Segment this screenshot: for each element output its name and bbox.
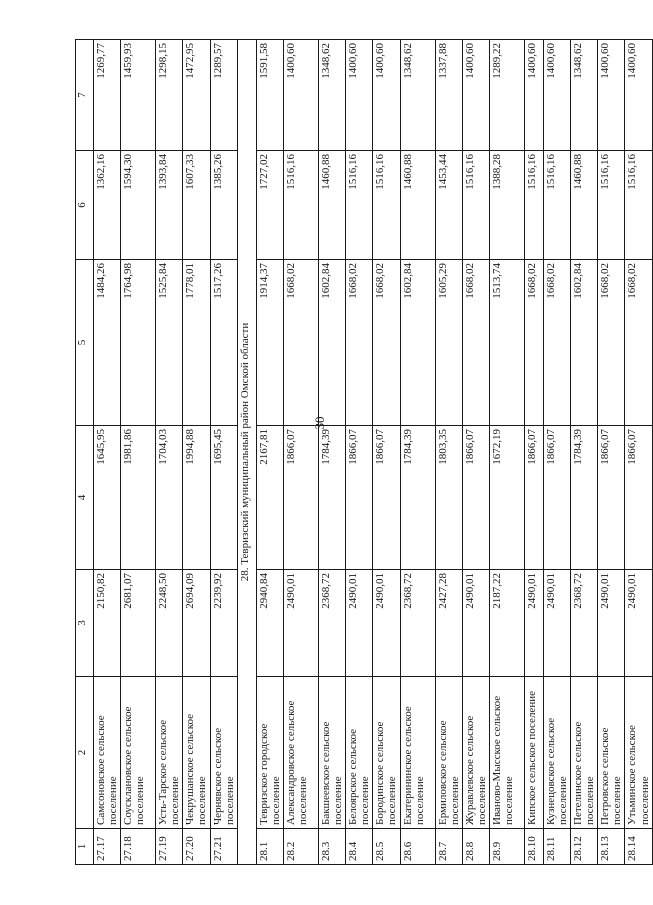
header-col-1: 1 [76, 829, 94, 865]
value-col-5-cell: 1525,84 [156, 260, 183, 426]
value-col-3-cell: 2490,01 [543, 570, 570, 677]
settlement-table [75, 39, 653, 865]
settlement-name-cell: Самсоновское сельское поселение [94, 677, 121, 829]
value-col-6-cell: 1460,88 [400, 151, 435, 260]
value-col-3-cell: 2427,28 [435, 570, 462, 677]
value-col-3-cell: 2248,50 [156, 570, 183, 677]
header-col-3: 3 [76, 570, 94, 677]
table-body-section-27 [94, 40, 238, 865]
value-col-3-cell: 2694,09 [183, 570, 210, 677]
value-col-7-cell: 1289,22 [489, 40, 524, 151]
value-col-4-cell: 1695,45 [210, 426, 237, 570]
row-number-cell: 28.3 [318, 829, 345, 865]
value-col-6-cell: 1453,44 [435, 151, 462, 260]
value-col-4-cell: 1784,39 [400, 426, 435, 570]
value-col-7-cell: 1400,60 [373, 40, 400, 151]
settlement-name-cell: Чернявское сельское поселение [210, 677, 237, 829]
value-col-6-cell: 1607,33 [183, 151, 210, 260]
value-col-4-cell: 1704,03 [156, 426, 183, 570]
header-col-7: 7 [76, 40, 94, 151]
table-row [346, 40, 373, 865]
value-col-7-cell: 1337,88 [435, 40, 462, 151]
value-col-4-cell: 1866,07 [283, 426, 318, 570]
settlement-name-cell: Екатерининское сельское поселение [400, 677, 435, 829]
value-col-6-cell: 1594,30 [121, 151, 156, 260]
value-col-7-cell: 1591,58 [256, 40, 283, 151]
settlement-name-cell: Бородинское сельское поселение [373, 677, 400, 829]
value-col-7-cell: 1348,62 [571, 40, 598, 151]
page-number: 30 [312, 416, 327, 430]
value-col-6-cell: 1388,28 [489, 151, 524, 260]
row-number-cell: 28.7 [435, 829, 462, 865]
table-row [625, 40, 652, 865]
value-col-4-cell: 1784,39 [318, 426, 345, 570]
settlement-name-cell: Иваново-Мысское сельское поселение [489, 677, 524, 829]
value-col-5-cell: 1602,84 [571, 260, 598, 426]
value-col-3-cell: 2490,01 [283, 570, 318, 677]
value-col-4-cell: 1981,86 [121, 426, 156, 570]
settlement-name-cell: Чекрушанское сельское поселение [183, 677, 210, 829]
header-col-5: 5 [76, 260, 94, 426]
section-title: 28. Тевризский муниципальный район Омской области [237, 40, 256, 865]
rotated-table-frame [75, 40, 651, 865]
value-col-6-cell: 1516,16 [625, 151, 652, 260]
value-col-6-cell: 1516,16 [524, 151, 543, 260]
row-number-cell: 28.11 [543, 829, 570, 865]
value-col-7-cell: 1348,62 [318, 40, 345, 151]
value-col-6-cell: 1362,16 [94, 151, 121, 260]
settlement-name-cell: Усть-Тарское сельское поселение [156, 677, 183, 829]
row-number-cell: 28.8 [462, 829, 489, 865]
value-col-5-cell: 1602,84 [318, 260, 345, 426]
table-body-section-28 [256, 40, 652, 865]
value-col-3-cell: 2368,72 [571, 570, 598, 677]
row-number-cell: 27.19 [156, 829, 183, 865]
document-table-area [75, 40, 651, 865]
value-col-7-cell: 1269,77 [94, 40, 121, 151]
value-col-5-cell: 1668,02 [462, 260, 489, 426]
value-col-5-cell: 1764,98 [121, 260, 156, 426]
table-row [318, 40, 345, 865]
value-col-3-cell: 2490,01 [524, 570, 543, 677]
row-number-cell: 28.4 [346, 829, 373, 865]
value-col-3-cell: 2490,01 [598, 570, 625, 677]
table-row [210, 40, 237, 865]
value-col-5-cell: 1668,02 [625, 260, 652, 426]
value-col-4-cell: 1784,39 [571, 426, 598, 570]
value-col-3-cell: 2150,82 [94, 570, 121, 677]
settlement-name-cell: Петровское сельское поселение [598, 677, 625, 829]
header-col-6: 6 [76, 151, 94, 260]
header-col-2: 2 [76, 677, 94, 829]
value-col-4-cell: 1866,07 [543, 426, 570, 570]
value-col-6-cell: 1516,16 [462, 151, 489, 260]
table-row [435, 40, 462, 865]
table-row [256, 40, 283, 865]
value-col-3-cell: 2239,92 [210, 570, 237, 677]
row-number-cell: 27.17 [94, 829, 121, 865]
value-col-5-cell: 1668,02 [598, 260, 625, 426]
settlement-name-cell: Белоярское сельское поселение [346, 677, 373, 829]
value-col-5-cell: 1668,02 [283, 260, 318, 426]
row-number-cell: 28.5 [373, 829, 400, 865]
value-col-6-cell: 1460,88 [571, 151, 598, 260]
table-row [571, 40, 598, 865]
value-col-6-cell: 1460,88 [318, 151, 345, 260]
value-col-7-cell: 1400,60 [543, 40, 570, 151]
row-number-cell: 27.18 [121, 829, 156, 865]
settlement-name-cell: Журавлевское сельское поселение [462, 677, 489, 829]
value-col-5-cell: 1668,02 [373, 260, 400, 426]
value-col-5-cell: 1605,29 [435, 260, 462, 426]
row-number-cell: 28.1 [256, 829, 283, 865]
table-row [373, 40, 400, 865]
table-row [524, 40, 543, 865]
value-col-5-cell: 1914,37 [256, 260, 283, 426]
value-col-4-cell: 1866,07 [524, 426, 543, 570]
value-col-4-cell: 1866,07 [625, 426, 652, 570]
value-col-4-cell: 1645,95 [94, 426, 121, 570]
table-row [462, 40, 489, 865]
value-col-5-cell: 1778,01 [183, 260, 210, 426]
value-col-7-cell: 1348,62 [400, 40, 435, 151]
table-row [598, 40, 625, 865]
value-col-5-cell: 1668,02 [346, 260, 373, 426]
value-col-4-cell: 1866,07 [598, 426, 625, 570]
value-col-7-cell: 1400,60 [598, 40, 625, 151]
settlement-name-cell: Кузнецовское сельское поселение [543, 677, 570, 829]
value-col-6-cell: 1516,16 [283, 151, 318, 260]
table-row [283, 40, 318, 865]
value-col-4-cell: 1866,07 [346, 426, 373, 570]
value-col-4-cell: 1803,35 [435, 426, 462, 570]
value-col-7-cell: 1400,60 [283, 40, 318, 151]
row-number-cell: 28.9 [489, 829, 524, 865]
value-col-7-cell: 1400,60 [462, 40, 489, 151]
table-row [543, 40, 570, 865]
value-col-4-cell: 2167,81 [256, 426, 283, 570]
value-col-6-cell: 1516,16 [346, 151, 373, 260]
settlement-name-cell: Соусклановское сельское поселение [121, 677, 156, 829]
settlement-name-cell: Александровское сельское поселение [283, 677, 318, 829]
row-number-cell: 28.13 [598, 829, 625, 865]
settlement-name-cell: Петелинское сельское поселение [571, 677, 598, 829]
value-col-3-cell: 2940,84 [256, 570, 283, 677]
value-col-3-cell: 2681,07 [121, 570, 156, 677]
table-section-header [237, 40, 256, 865]
value-col-3-cell: 2490,01 [373, 570, 400, 677]
value-col-3-cell: 2490,01 [346, 570, 373, 677]
value-col-7-cell: 1459,93 [121, 40, 156, 151]
table-row [121, 40, 156, 865]
value-col-6-cell: 1393,84 [156, 151, 183, 260]
value-col-5-cell: 1602,84 [400, 260, 435, 426]
value-col-5-cell: 1517,26 [210, 260, 237, 426]
value-col-5-cell: 1668,02 [543, 260, 570, 426]
value-col-5-cell: 1668,02 [524, 260, 543, 426]
value-col-6-cell: 1385,26 [210, 151, 237, 260]
value-col-3-cell: 2490,01 [462, 570, 489, 677]
value-col-6-cell: 1516,16 [543, 151, 570, 260]
value-col-6-cell: 1516,16 [598, 151, 625, 260]
settlement-name-cell: Кипское сельское поселение [524, 677, 543, 829]
row-number-cell: 28.12 [571, 829, 598, 865]
settlement-name-cell: Тевризское городское поселение [256, 677, 283, 829]
value-col-7-cell: 1298,15 [156, 40, 183, 151]
value-col-3-cell: 2490,01 [625, 570, 652, 677]
value-col-5-cell: 1484,26 [94, 260, 121, 426]
value-col-4-cell: 1672,19 [489, 426, 524, 570]
value-col-3-cell: 2368,72 [318, 570, 345, 677]
table-row [94, 40, 121, 865]
table-header-row [76, 40, 94, 865]
settlement-name-cell: Ермиловское сельское поселение [435, 677, 462, 829]
settlement-name-cell: Утьминское сельское поселение [625, 677, 652, 829]
value-col-4-cell: 1994,88 [183, 426, 210, 570]
value-col-3-cell: 2187,22 [489, 570, 524, 677]
value-col-4-cell: 1866,07 [462, 426, 489, 570]
row-number-cell: 28.2 [283, 829, 318, 865]
settlement-name-cell: Бакшеевское сельское поселение [318, 677, 345, 829]
value-col-7-cell: 1400,60 [346, 40, 373, 151]
row-number-cell: 27.20 [183, 829, 210, 865]
value-col-5-cell: 1513,74 [489, 260, 524, 426]
table-row [400, 40, 435, 865]
value-col-3-cell: 2368,72 [400, 570, 435, 677]
value-col-7-cell: 1400,60 [524, 40, 543, 151]
value-col-7-cell: 1289,57 [210, 40, 237, 151]
row-number-cell: 28.10 [524, 829, 543, 865]
row-number-cell: 28.6 [400, 829, 435, 865]
table-row [183, 40, 210, 865]
value-col-4-cell: 1866,07 [373, 426, 400, 570]
row-number-cell: 27.21 [210, 829, 237, 865]
header-col-4: 4 [76, 426, 94, 570]
value-col-6-cell: 1516,16 [373, 151, 400, 260]
value-col-7-cell: 1400,60 [625, 40, 652, 151]
table-row [489, 40, 524, 865]
table-row [156, 40, 183, 865]
value-col-7-cell: 1472,95 [183, 40, 210, 151]
row-number-cell: 28.14 [625, 829, 652, 865]
section-header-row [237, 40, 256, 865]
value-col-6-cell: 1727,02 [256, 151, 283, 260]
